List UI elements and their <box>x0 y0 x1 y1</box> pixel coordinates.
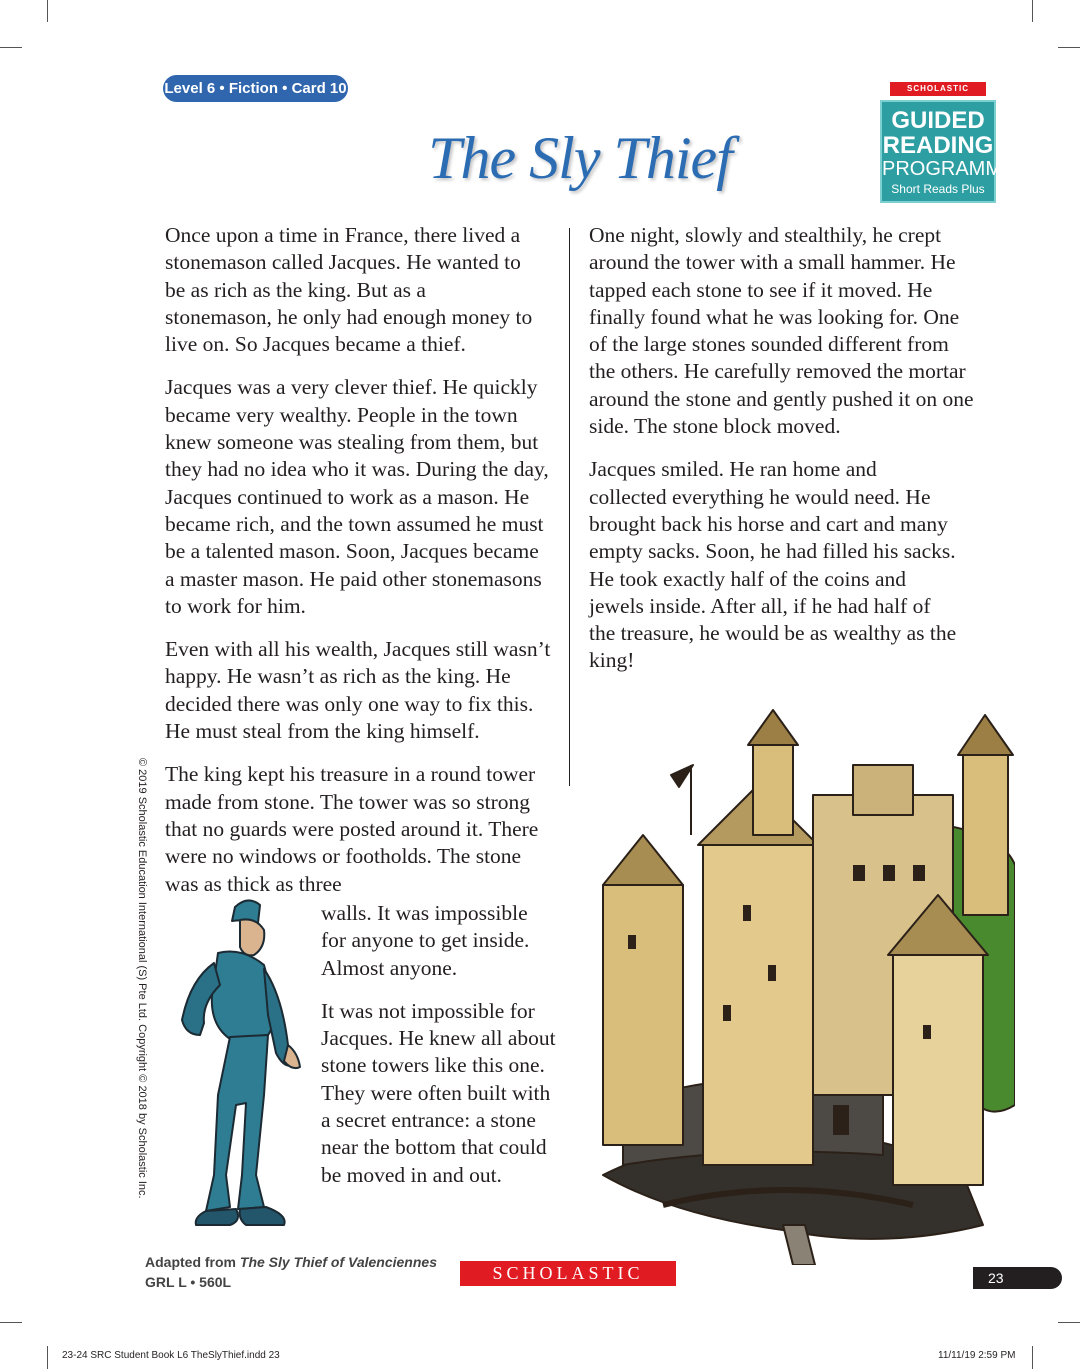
story-paragraph: It was not impossible for Jacques. He knew all about stone towers like this one. They were often built with a secret entrance: a stone near the bottom that could be moved in and out. <box>321 998 556 1187</box>
thief-illustration <box>160 885 310 1235</box>
crop-mark <box>0 47 22 48</box>
scholastic-footer-logo: SCHOLASTIC <box>460 1261 676 1286</box>
story-wrap-column <box>321 900 556 1205</box>
logo-box <box>880 100 1016 203</box>
story-paragraph: Once upon a time in France, there lived a stonemason called Jacques. He wanted to be as rich as the king. But as a stonemason, he only had enough money to live on. So Jacques became a thief. <box>165 223 533 357</box>
castle-illustration <box>583 705 1015 1265</box>
logo-line-reading: READING <box>882 132 994 159</box>
adapted-from <box>145 1252 437 1272</box>
reading-level: GRL L • 560L <box>145 1274 232 1290</box>
story-left-column <box>165 222 560 914</box>
side-copyright <box>136 758 148 1199</box>
story-paragraph: Jacques was a very clever thief. He quickly became very wealthy. People in the town knew someone was stealing from them, but they had no idea who it was. During the day, Jacques continued to work as a mason. He became rich, and the town assumed he must be a talented mason. Soon, Jacques became a master mason. He paid other stonemasons to work for him. <box>165 375 549 618</box>
logo-line-guided: GUIDED <box>891 107 985 134</box>
logo-line-programme: PROGRAMME <box>882 158 1016 180</box>
guided-reading-logo <box>880 82 1016 208</box>
crop-mark <box>1058 1322 1080 1323</box>
crop-mark <box>1058 47 1080 48</box>
adapted-prefix: Adapted from <box>145 1254 236 1270</box>
crop-mark <box>0 1322 22 1323</box>
crop-mark <box>47 0 48 22</box>
copyright-text: © 2019 Scholastic Education International (S) Pte Ltd. Copyright © 2018 by Scholastic Inc. <box>136 758 148 1199</box>
column-divider <box>569 228 570 786</box>
source-credit <box>145 1252 437 1292</box>
logo-line-subtitle: Short Reads Plus <box>891 182 985 196</box>
page-number: 23 <box>973 1267 1062 1289</box>
logo-publisher: SCHOLASTIC <box>890 82 986 96</box>
story-paragraph: One night, slowly and stealthily, he crept around the tower with a small hammer. He tapped each stone to see if it moved. He finally found what he was looking for. One of the large stones sounded different from the others. He carefully removed the mortar around the stone and gently pushed it on one side. The stone block moved. <box>589 223 974 439</box>
page-title: The Sly Thief <box>428 125 732 191</box>
story-paragraph: walls. It was impossible for anyone to get inside. Almost anyone. <box>321 901 530 980</box>
story-paragraph: The king kept his treasure in a round tower made from stone. The tower was so strong that no guards were posted around it. There were no windows or footholds. The stone was as thick as three <box>165 762 539 896</box>
level-badge: Level 6 • Fiction • Card 10 <box>163 75 348 102</box>
crop-mark <box>47 1346 48 1369</box>
slug-timestamp: 11/11/19 2:59 PM <box>938 1350 1016 1361</box>
story-paragraph: Jacques smiled. He ran home and collected everything he would need. He brought back his horse and cart and many empty sacks. Soon, he had filled his sacks. He took exactly half of the coins and jewels inside. After all, if he had half of the treasure, he would be as wealthy as the king! <box>589 457 957 673</box>
story-paragraph: Even with all his wealth, Jacques still wasn’t happy. He wasn’t as rich as the king. He decided there was only one way to fix this. He must steal from the king himself. <box>165 637 551 744</box>
slug-file-name: 23-24 SRC Student Book L6 TheSlyThief.indd 23 <box>62 1350 280 1361</box>
crop-mark <box>1032 0 1033 22</box>
crop-mark <box>1032 1346 1033 1369</box>
story-right-column <box>589 222 984 691</box>
adapted-title: The Sly Thief of Valenciennes <box>239 1254 437 1270</box>
